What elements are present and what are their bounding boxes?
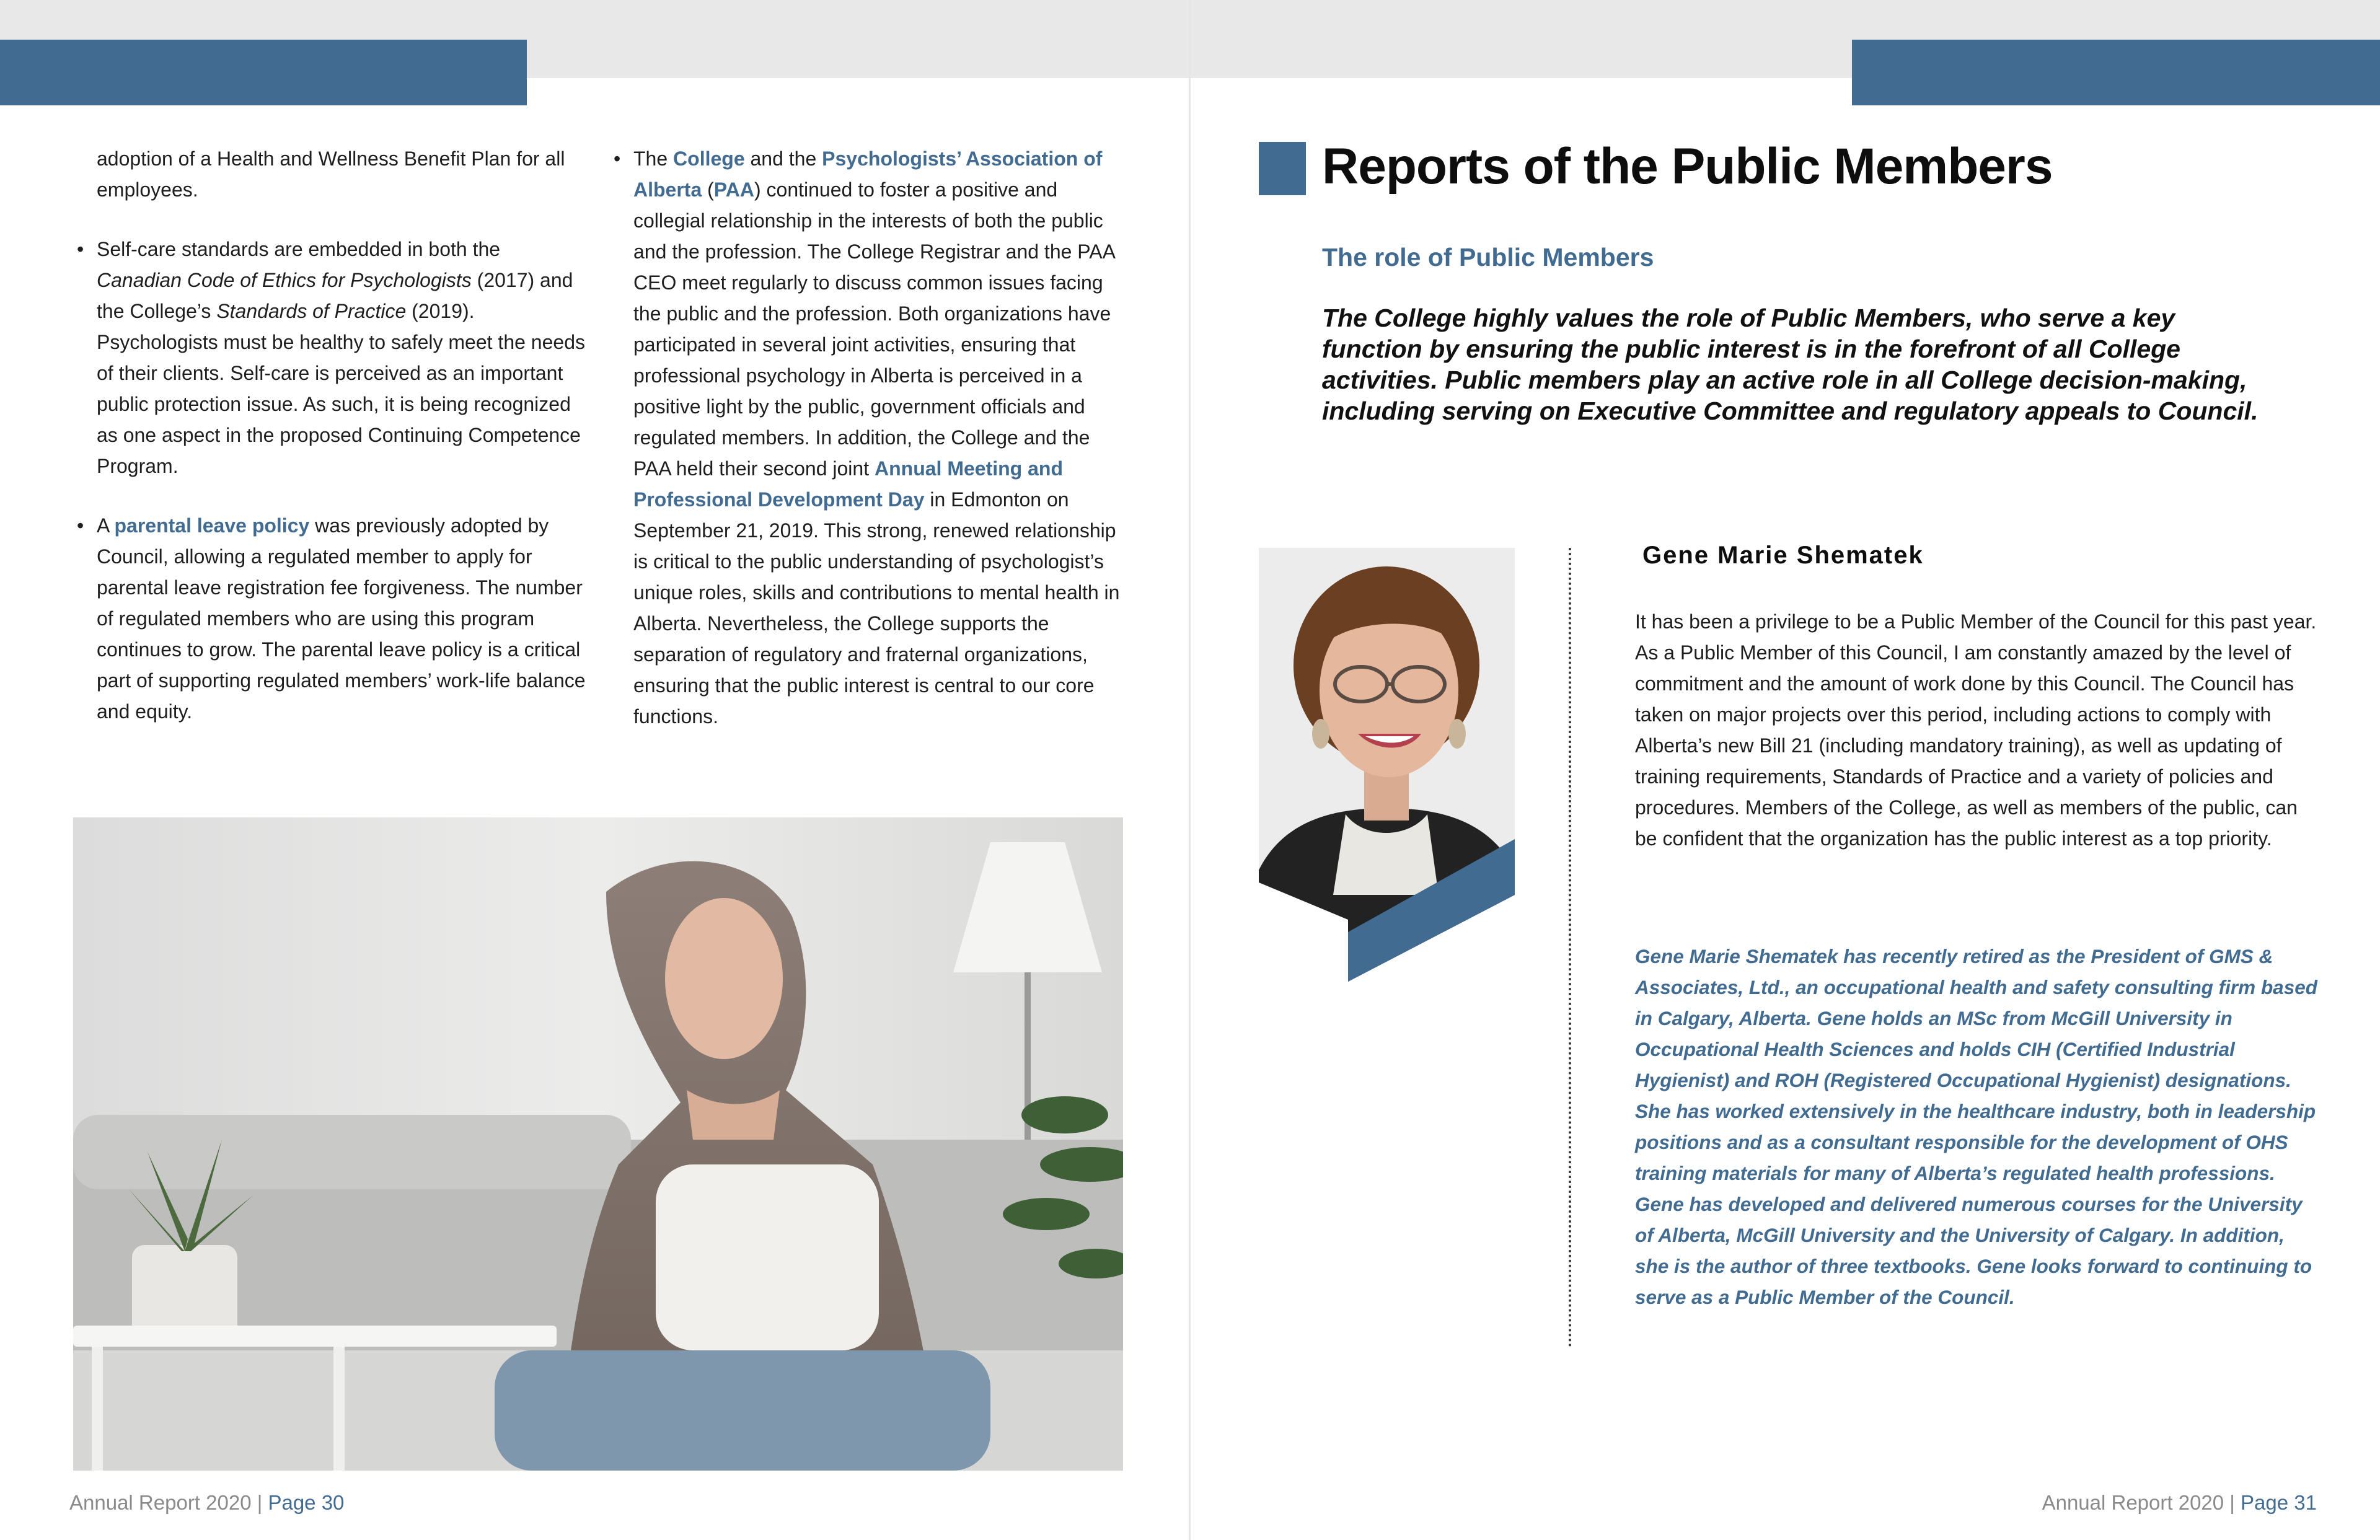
left-column [77,143,586,727]
footer-right: Annual Report 2020 | Page 31 [2042,1491,2317,1514]
footer-left: Annual Report 2020 | Page 30 [69,1491,345,1514]
section-subtitle: The role of Public Members [1322,243,1654,271]
left-page [0,0,1189,1540]
page-number: Page 31 [2241,1491,2317,1514]
bullet-parental-leave: • A parental leave policy was previously adopted by Council, allowing a regulated member to apply for parental leave registration fee forgiveness. The number of regulated members who are using this program continues to grow. The parental leave policy is a critical part of supporting regulated members’ work-life balance and equity. [97,510,586,727]
bullet-glyph: • [77,238,84,260]
title-square-marker [1259,142,1306,195]
paa-abbrev-link[interactable]: PAA [713,178,754,201]
member-portrait [1259,548,1515,982]
parental-leave-policy-link[interactable]: parental leave policy [114,514,310,537]
bullet-glyph: • [614,147,621,170]
header-blue-band [1852,40,2380,105]
intro-statement: The College highly values the role of Public Members, who serve a key function by ensuring the public interest is in the forefront of all College activities. Public members play an active role in all College decision-making, including serving on Executive Committee and regulatory appeals to Council. [1322,304,2259,425]
right-column [614,143,1123,732]
bullet-glyph: • [77,514,84,537]
page-number: Page 30 [268,1491,345,1514]
bullet-self-care: • Self-care standards are embedded in both the Canadian Code of Ethics for Psychologists (2017) and the College’s Standards of Practice (2019). Psychologists must be healthy to safely meet the needs of their clients. Self-care is perceived as an important public protection issue. As such, it is being recognized as one aspect in the proposed Continuing Competence Program. [97,234,586,482]
header-blue-band [0,40,527,105]
member-statement: It has been a privilege to be a Public Member of the Council for this past year. As a Public Member of this Council, I am constantly amazed by the level of commitment and the amount of work done by this Council. The Council has taken on major projects over this period, including actions to comply with Alberta’s new Bill 21 (including mandatory training), as well as updating of training requirements, Standards of Practice and a variety of policies and procedures. Members of the College, as well as members of the public, can be confident that the organization has the public interest as a top priority. [1635,610,2317,850]
member-bio: Gene Marie Shematek has recently retired as the President of GMS & Associates, Ltd., an occupational health and safety consulting firm based in Calgary, Alberta. Gene holds an MSc from McGill University in Occupational Health Sciences and holds CIH (Certified Industrial Hygienist) and ROH (Registered Occupational Hygienist) designations. She has worked extensively in the healthcare industry, both in leadership positions and as a consultant responsible for the development of OHS training materials for many of Alberta’s regulated health professions. Gene has developed and delivered numerous courses for the University of Alberta, McGill University and the University of Calgary. In addition, she is the author of three textbooks. Gene looks forward to continuing to serve as a Public Member of the Council. [1635,945,2317,1308]
paa-link[interactable]: Psychologists’ Association of Alberta [633,147,1103,201]
continuation-paragraph: adoption of a Health and Wellness Benefit Plan for all employees. [97,147,565,201]
column-divider [1569,548,1571,1347]
annual-meeting-link[interactable]: Annual Meeting and Professional Development Day [633,457,1063,511]
page-title: Reports of the Public Members [1322,138,2053,195]
woman-in-hijab-photo [73,817,1123,1471]
bullet-paa-relationship: • The College and the Psychologists’ Association of Alberta (PAA) continued to foster a positive and collegial relationship in the interests of both the public and the profession. The College Registrar and the PAA CEO meet regularly to discuss common issues facing the public and the profession. Both organizations have participated in several joint activities, ensuring that professional psychology in Alberta is perceived in a positive light by the public, government officials and regulated members. In addition, the College and the PAA held their second joint Annual Meeting and Professional Development Day in Edmonton on September 21, 2019. This strong, renewed relationship is critical to the public understanding of psychologist’s unique roles, skills and contributions to mental health in Alberta. Nevertheless, the College supports the separation of regulatory and fraternal organizations, ensuring that the public interest is central to our core functions. [633,143,1123,732]
right-page [1191,0,2380,1540]
member-name: Gene Marie Shematek [1642,542,1924,569]
college-link[interactable]: College [673,147,745,170]
